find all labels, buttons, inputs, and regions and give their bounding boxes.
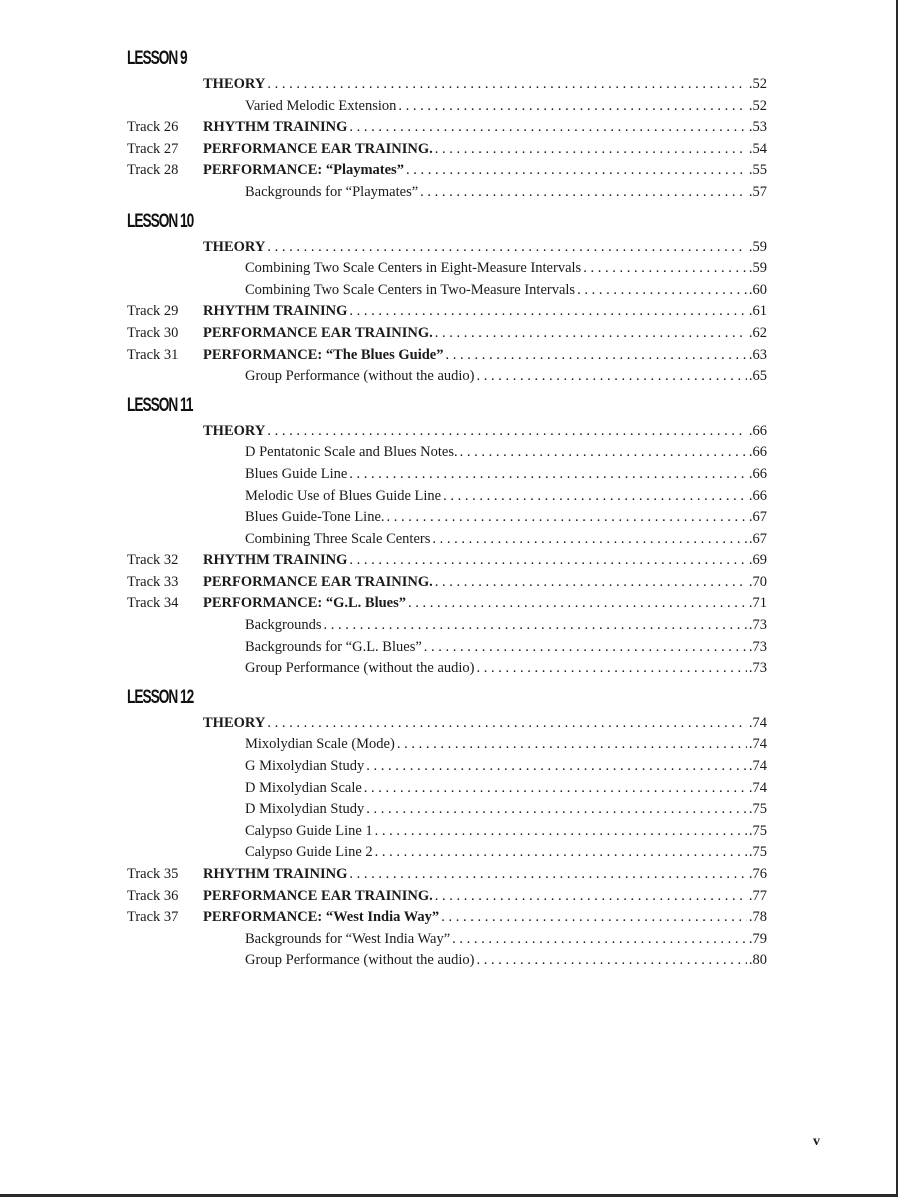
- toc-entry[interactable]: [127, 96, 767, 118]
- track-label: Track 29: [127, 303, 179, 320]
- toc-entry-page: .75: [748, 822, 767, 839]
- toc-entry-line: [245, 486, 767, 508]
- toc-entry-page: .74: [748, 779, 767, 796]
- dot-leader: [441, 907, 747, 929]
- toc-entry-line: [203, 345, 767, 367]
- track-label: Track 33: [127, 573, 179, 590]
- toc-entry-line: [203, 421, 767, 443]
- dot-leader: [435, 323, 747, 345]
- dot-leader: [424, 637, 747, 659]
- toc-entry[interactable]: [127, 572, 767, 594]
- toc-entry-line: [245, 258, 767, 280]
- toc-entry-line: [203, 301, 767, 323]
- toc-entry-page: .73: [748, 617, 767, 634]
- toc-entry-title: PERFORMANCE EAR TRAINING.: [203, 140, 433, 157]
- dot-leader: [267, 421, 747, 443]
- dot-leader: [477, 658, 747, 680]
- toc-entry-title: Combining Three Scale Centers: [245, 530, 431, 547]
- dot-leader: [583, 258, 747, 280]
- toc-entry-title: D Pentatonic Scale and Blues Notes.: [245, 444, 458, 461]
- toc-entry[interactable]: [127, 886, 767, 908]
- toc-entry-title: THEORY: [203, 238, 266, 255]
- toc-entry-page: .71: [748, 595, 767, 612]
- toc-entry[interactable]: [127, 160, 767, 182]
- toc-entry[interactable]: [127, 615, 767, 637]
- toc-entry-line: [245, 929, 767, 951]
- toc-entry[interactable]: [127, 756, 767, 778]
- toc-entry-line: [203, 907, 767, 929]
- dot-leader: [364, 778, 747, 800]
- toc-entry[interactable]: [127, 950, 767, 972]
- dot-leader: [460, 442, 747, 464]
- toc-entry-title: Mixolydian Scale (Mode): [245, 736, 395, 753]
- toc-entry[interactable]: [127, 799, 767, 821]
- dot-leader: [452, 929, 747, 951]
- dot-leader: [349, 550, 747, 572]
- toc-entry-title: Backgrounds for “G.L. Blues”: [245, 638, 422, 655]
- toc-entry-page: .67: [748, 530, 767, 547]
- dot-leader: [366, 756, 747, 778]
- track-label: Track 36: [127, 887, 179, 904]
- toc-entry[interactable]: [127, 258, 767, 280]
- toc-entry-title: Backgrounds for “West India Way”: [245, 930, 451, 947]
- toc-entry-title: PERFORMANCE: “G.L. Blues”: [203, 595, 406, 612]
- toc-entry[interactable]: [127, 778, 767, 800]
- toc-entry[interactable]: [127, 366, 767, 388]
- toc-entry[interactable]: [127, 637, 767, 659]
- track-label: Track 30: [127, 324, 179, 341]
- dot-leader: [349, 301, 747, 323]
- toc-entry[interactable]: [127, 864, 767, 886]
- toc-entry-line: [245, 756, 767, 778]
- toc-entry-title: Combining Two Scale Centers in Two-Measure Intervals: [245, 281, 576, 298]
- track-label: Track 28: [127, 162, 179, 179]
- toc-entry-title: RHYTHM TRAINING: [203, 119, 348, 136]
- toc-entry-page: .66: [748, 444, 767, 461]
- toc-entry-line: [245, 442, 767, 464]
- toc-entry[interactable]: [127, 907, 767, 929]
- toc-entry[interactable]: [127, 821, 767, 843]
- toc-entry-title: THEORY: [203, 422, 266, 439]
- toc-entry-title: Backgrounds for “Playmates”: [245, 183, 419, 200]
- toc-entry-line: [203, 237, 767, 259]
- toc-entry[interactable]: [127, 550, 767, 572]
- toc-entry-page: .74: [748, 758, 767, 775]
- dot-leader: [375, 821, 747, 843]
- toc-entry-line: [245, 734, 767, 756]
- toc-entry-page: .59: [748, 238, 767, 255]
- toc-entry-page: .66: [748, 487, 767, 504]
- toc-entry[interactable]: [127, 529, 767, 551]
- toc-entry[interactable]: [127, 117, 767, 139]
- dot-leader: [420, 182, 747, 204]
- track-label: Track 34: [127, 595, 179, 612]
- lesson-heading: LESSON 9: [127, 48, 187, 69]
- toc-entry-title: D Mixolydian Scale: [245, 779, 362, 796]
- toc-entry[interactable]: [127, 734, 767, 756]
- track-label: Track 26: [127, 119, 179, 136]
- dot-leader: [432, 529, 747, 551]
- dot-leader: [267, 237, 747, 259]
- toc-entry-page: .65: [748, 368, 767, 385]
- toc-entry-page: .63: [748, 346, 767, 363]
- track-label: Track 32: [127, 552, 179, 569]
- toc-entry-page: .74: [748, 714, 767, 731]
- toc-entry-title: Melodic Use of Blues Guide Line: [245, 487, 442, 504]
- toc-entry-title: RHYTHM TRAINING: [203, 866, 348, 882]
- toc-entry-page: .57: [748, 183, 767, 200]
- toc-entry-page: .52: [748, 97, 767, 114]
- toc-entry-title: Blues Guide-Tone Line.: [245, 509, 385, 526]
- toc-entry-line: [203, 550, 767, 572]
- toc-entry-line: [203, 74, 767, 96]
- toc-entry-line: [245, 950, 767, 972]
- toc-entry-page: .54: [748, 140, 767, 157]
- toc-entry-title: PERFORMANCE: “West India Way”: [203, 909, 440, 926]
- toc-entry-line: [245, 658, 767, 680]
- toc-entry-page: .75: [748, 801, 767, 818]
- dot-leader: [435, 886, 747, 908]
- toc-entry[interactable]: [127, 486, 767, 508]
- dot-leader: [406, 160, 747, 182]
- lesson-heading: LESSON 11: [127, 394, 193, 416]
- toc-entry-page: .60: [748, 281, 767, 298]
- toc-entry-page: .73: [748, 660, 767, 677]
- toc-entry-page: .79: [748, 930, 767, 947]
- track-label: Track 37: [127, 909, 179, 926]
- toc-entry-line: [203, 713, 767, 735]
- track-label: Track 31: [127, 346, 179, 363]
- toc-entry[interactable]: [127, 713, 767, 735]
- toc-entry[interactable]: [127, 237, 767, 259]
- toc-entry-line: [203, 323, 767, 345]
- toc-entry[interactable]: [127, 929, 767, 951]
- toc-entry-title: Backgrounds: [245, 617, 322, 634]
- lesson-heading: LESSON 10: [127, 210, 194, 232]
- toc-entry-title: Blues Guide Line: [245, 465, 348, 482]
- dot-leader: [435, 572, 747, 594]
- toc-entry-title: Varied Melodic Extension: [245, 97, 397, 114]
- toc-entry[interactable]: [127, 442, 767, 464]
- dot-leader: [408, 593, 747, 615]
- toc-entry-line: [203, 160, 767, 182]
- toc-entry-line: [245, 182, 767, 204]
- toc-entry-line: [245, 821, 767, 843]
- toc-entry-title: G Mixolydian Study: [245, 758, 365, 775]
- dot-leader: [375, 842, 747, 864]
- dot-leader: [324, 615, 747, 637]
- toc-entry-page: .53: [748, 119, 767, 136]
- toc-entry-page: .77: [748, 887, 767, 904]
- toc-entry-page: .69: [748, 552, 767, 569]
- toc-entry-page: .61: [748, 303, 767, 320]
- dot-leader: [397, 734, 747, 756]
- toc-entry-page: .75: [748, 844, 767, 861]
- dot-leader: [366, 799, 747, 821]
- toc-entry-line: [245, 778, 767, 800]
- dot-leader: [349, 464, 747, 486]
- toc-entry-page: .55: [748, 162, 767, 179]
- toc-entry-line: [203, 864, 767, 886]
- toc-entry-page: .66: [748, 465, 767, 482]
- toc-entry-line: [245, 96, 767, 118]
- toc-entry-line: [245, 529, 767, 551]
- toc-entry-title: PERFORMANCE: “Playmates”: [203, 162, 404, 179]
- toc-entry-title: Calypso Guide Line 1: [245, 822, 373, 839]
- toc-entry-line: [203, 572, 767, 594]
- toc-entry-page: .67: [748, 509, 767, 526]
- track-label: Track 27: [127, 140, 179, 157]
- dot-leader: [477, 366, 747, 388]
- toc-entry-title: Group Performance (without the audio): [245, 952, 475, 969]
- toc-entry-line: [245, 842, 767, 864]
- toc-entry[interactable]: [127, 464, 767, 486]
- toc-entry[interactable]: [127, 345, 767, 367]
- dot-leader: [387, 507, 747, 529]
- toc-entry-line: [203, 117, 767, 139]
- toc-entry-page: .66: [748, 422, 767, 439]
- track-label: Track 35: [127, 866, 179, 882]
- dot-leader: [443, 486, 747, 508]
- dot-leader: [267, 74, 747, 96]
- table-of-contents: [127, 44, 767, 972]
- toc-entry-line: [203, 593, 767, 615]
- toc-entry[interactable]: [127, 280, 767, 302]
- toc-entry[interactable]: [127, 593, 767, 615]
- toc-entry-title: Group Performance (without the audio): [245, 368, 475, 385]
- toc-entry[interactable]: [127, 507, 767, 529]
- toc-entry-line: [245, 637, 767, 659]
- toc-entry-title: PERFORMANCE EAR TRAINING.: [203, 324, 433, 341]
- toc-entry-line: [245, 507, 767, 529]
- toc-entry[interactable]: [127, 139, 767, 161]
- dot-leader: [445, 345, 746, 367]
- toc-entry-page: .52: [748, 76, 767, 92]
- toc-entry-title: Combining Two Scale Centers in Eight-Measure Intervals: [245, 260, 582, 277]
- toc-entry-line: [203, 139, 767, 161]
- toc-entry-title: D Mixolydian Study: [245, 801, 365, 818]
- toc-entry-title: Group Performance (without the audio): [245, 660, 475, 677]
- toc-entry-line: [245, 799, 767, 821]
- toc-entry-line: [245, 280, 767, 302]
- toc-entry[interactable]: [127, 842, 767, 864]
- toc-entry-title: Calypso Guide Line 2: [245, 844, 373, 861]
- toc-entry-line: [203, 886, 767, 908]
- toc-entry-page: .76: [748, 866, 767, 882]
- toc-entry-title: PERFORMANCE EAR TRAINING.: [203, 573, 433, 590]
- toc-entry-title: RHYTHM TRAINING: [203, 303, 348, 320]
- toc-entry-page: .70: [748, 573, 767, 590]
- toc-entry-page: .74: [748, 736, 767, 753]
- toc-entry-page: .59: [748, 260, 767, 277]
- toc-entry-page: .62: [748, 324, 767, 341]
- dot-leader: [349, 864, 747, 886]
- toc-entry-page: .73: [748, 638, 767, 655]
- dot-leader: [267, 713, 747, 735]
- toc-entry[interactable]: [127, 182, 767, 204]
- toc-entry-line: [245, 366, 767, 388]
- toc-entry-line: [245, 615, 767, 637]
- toc-entry-title: THEORY: [203, 714, 266, 731]
- dot-leader: [577, 280, 747, 302]
- toc-entry[interactable]: [127, 323, 767, 345]
- toc-entry[interactable]: [127, 421, 767, 443]
- dot-leader: [349, 117, 747, 139]
- dot-leader: [477, 950, 747, 972]
- dot-leader: [435, 139, 747, 161]
- toc-entry[interactable]: [127, 74, 767, 96]
- page-number-folio: v: [813, 1134, 820, 1149]
- toc-entry[interactable]: [127, 658, 767, 680]
- toc-entry-title: THEORY: [203, 76, 266, 92]
- dot-leader: [398, 96, 746, 118]
- toc-entry-title: PERFORMANCE: “The Blues Guide”: [203, 346, 444, 363]
- lesson-heading: LESSON 12: [127, 686, 194, 708]
- toc-entry-page: .80: [748, 952, 767, 969]
- toc-entry-title: PERFORMANCE EAR TRAINING.: [203, 887, 433, 904]
- toc-entry-title: RHYTHM TRAINING: [203, 552, 348, 569]
- toc-entry-page: .78: [748, 909, 767, 926]
- toc-entry[interactable]: [127, 301, 767, 323]
- toc-entry-line: [245, 464, 767, 486]
